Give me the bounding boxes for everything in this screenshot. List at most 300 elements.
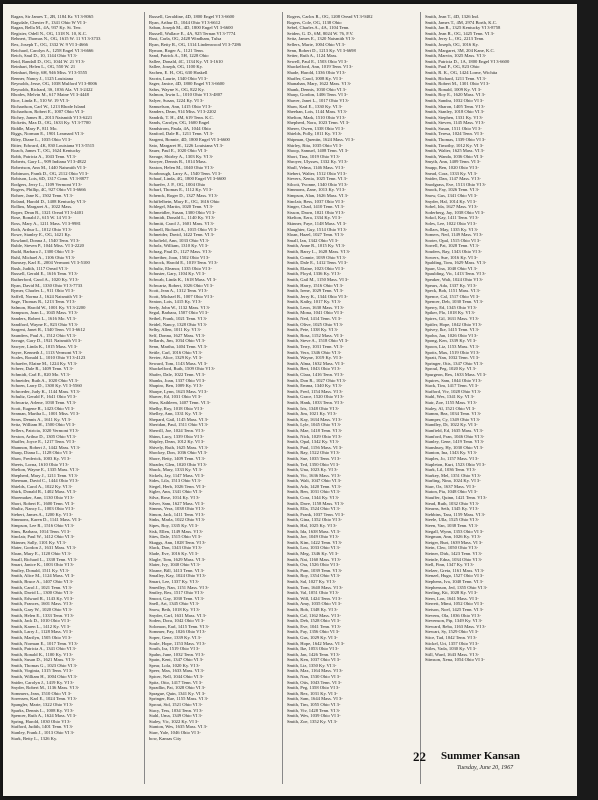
directory-entry: Seely, John W., 1132 Mass. VI 3-	[149, 304, 211, 310]
directory-entry: Staton, Pia, 1048 Ohio VI 3-	[425, 489, 478, 495]
directory-entry: Smith, Ora, 1526 Ohio VI 3-	[287, 562, 340, 568]
directory-entry: Smith, Rex, 1031 Ky. VI 3-	[287, 690, 338, 696]
directory-entry: Sisk, Ellen, 1149 Mass. VI 3-	[149, 528, 204, 534]
directory-entry: Rollins, Margaret A., 1022 Mass.	[11, 204, 73, 210]
directory-entry: Smith, Iris, 1348 Ohio VI 3-	[287, 405, 340, 411]
directory-entry: Ritter, Edward, 4K, 830 Louisiana VI 3-5515	[11, 142, 95, 148]
directory-entry: Scheer, Dale R., 1409 Tenn. VI 3-	[11, 366, 74, 372]
publication-title: Summer Kansan	[441, 750, 520, 762]
directory-entry: Ragan, Sir James T., 2B, 1184 Kr. VI 3-8065	[11, 14, 94, 19]
directory-entry: Sayre, Kenneth J., 1113 Vermont VI 3-	[11, 349, 83, 355]
directory-entry: Staley, Al, 1521 Ohio VI 3-	[425, 405, 476, 411]
directory-entry: Smith, Harry, 1516 Ohio VI 3-	[287, 282, 344, 288]
directory-entry: Shields, Carol A., 1022 Ky. VI 3-	[11, 483, 73, 489]
directory-entry: Sawyer, Linda K., 1015 Mass. VI 3-	[11, 344, 78, 350]
directory-entry: Smith, Ben, 1031 Ohio VI 3-	[287, 489, 341, 495]
directory-entry: Shipman, Quentin, 1624 Mass. VI 3-	[287, 137, 355, 143]
directory-entry: Smith, Ray, 1522 Ohio VI 3-	[287, 450, 341, 456]
directory-entry: Schuster, Gary, 1104 Ky. VI 3-	[149, 271, 206, 277]
directory-entry: Shelby, Roy, 1018 Ohio VI 3-	[149, 405, 204, 411]
directory-entry: Smith, Bert, 1043 Ohio VI 3-	[287, 366, 341, 372]
directory-entry: Stair, Zoe, 1155 Mass. VI 3-	[425, 399, 478, 405]
directory-entry: Ryan, Arthur D., 1044 Ohio VI 3-6612	[149, 19, 221, 25]
directory-entry: Renner, Nancy J., 1125 Louisiana	[11, 75, 74, 81]
directory-entry: Smith, Gail M., 1150 Mass. VI 3-	[287, 276, 349, 282]
directory-entry: Stansbury, Hy, 1030 Ohio VI 3-	[425, 444, 484, 450]
directory-entry: Salmon, Irwin L., 1010 Ohio VI 3-4807	[149, 92, 223, 98]
directory-entry: Smith, Anne R., 1015 Ky. VI 3-	[287, 243, 346, 249]
directory-entry: Smith, Lyle, 1045 Ohio VI 3-	[287, 422, 342, 428]
directory-entry: Sauer, Paul E., 1020 Ohio VI 3-	[149, 148, 208, 154]
directory-entry: Smith, Ronald K., 1100 Ky. VI 3-	[11, 651, 73, 657]
directory-entry: Speer, Max, 1633 Mass. VI 3-	[149, 668, 205, 674]
directory-entry: Seitz, James E., 1320 Naismith VI 3-	[287, 36, 356, 42]
directory-entry: Savage, Shirley A., 1303 Ky. VI 3-	[149, 153, 214, 159]
directory-entry: Sinclair, Paul W., 1412 Ohio VI 3-	[11, 534, 75, 540]
directory-entry: Spangler, Marie, 1322 Ohio VI 3-	[11, 702, 74, 708]
directory-entry: Seaman, Martha L., 1001 Miss. VI 3-	[11, 411, 80, 417]
directory-entry: Smith, Walter, 1625 Mass. VI 3-	[425, 148, 485, 154]
directory-entry: Rogers, Carlos R., OG, 1208 Oread VI 3-9402	[287, 14, 373, 19]
directory-entry: Smith, Viv, 1428 Tenn. VI 3-	[287, 707, 341, 713]
directory-entry: Russell, Gerald E., 1616 Tenn. VI 3-	[11, 271, 79, 277]
directory-entry: Ragan, Bella M., 4A, 937 Ky. St. Terr.	[11, 25, 82, 31]
directory-entry: Smith, Kay, 1634 Mass. VI 3-	[287, 416, 342, 422]
directory-entry: Smith, Bob, 1348 Ky. VI 3-	[287, 606, 338, 612]
directory-entry: Smith, Cal, 1162 Mass. VI 3-	[287, 612, 341, 618]
directory-entry: Sorrell, Pat, 1028 Tenn. VI 3-	[425, 243, 480, 249]
directory-entry: Self, Donna, 1627 Mass. VI 3-	[149, 332, 206, 338]
directory-entry: Snodgrass, Eve, 1513 Ohio VI 3-	[425, 181, 487, 187]
directory-entry: Sharp, Gordon, 1406 Tenn. VI 3-	[287, 92, 348, 98]
directory-entry: Spencer, Ruth A., 1624 Mass. VI 3-	[11, 713, 77, 719]
directory-entry: Smith, Thomas, 1339 Ohio VI 3-	[425, 137, 486, 143]
directory-entry: Scott, Eugene R., 1423 Ohio VI 3-	[11, 405, 75, 411]
directory-entry: Shank, Dennis, 1030 Ohio VI 3-	[287, 86, 347, 92]
directory-entry: Smith, Kim, 1422 Tenn. VI 3-	[287, 539, 343, 545]
directory-entry: Schoen, Larry D., 1300 Ky. VI 3-5560	[11, 383, 82, 389]
directory-entry: Sevier, Alice, 1329 Ky. VI 3-	[149, 355, 203, 361]
directory-entry: Snell, Art, 1345 Ohio VI 3-	[149, 601, 200, 607]
directory-entry: Stelzer, Greta, 1161 Mass. VI 3-	[425, 567, 485, 573]
directory-entry: Sahrs, Wayne S., OG, 822 Ky.	[149, 86, 205, 92]
directory-entry: Ryan, David M., 1330 Ohio VI 3-7733	[11, 282, 83, 288]
directory-entry: Settle, Carl, 1016 Ohio VI 3-	[149, 349, 203, 355]
directory-entry: Smedley, Nan, 1151 Mass. VI 3-	[149, 584, 209, 590]
directory-entry: Steiger, Burt, 1639 Mass. VI 3-	[425, 539, 483, 545]
directory-entry: Sickels, Jay, 1147 Mass. VI 3-	[149, 472, 205, 478]
directory-entry: Steward, Reba, 1163 Mass. VI 3-	[425, 623, 486, 629]
directory-entry: Shultz, Nancy L., 1003 Ohio VI 3-	[11, 506, 75, 512]
directory-entry: Smith, Meg, 1346 Ky. VI 3-	[287, 551, 339, 556]
directory-entry: Rodgers, Jerry L., 1109 Vermont VI 3-	[11, 181, 82, 187]
directory-entry: Smith, Max, 1164 Mass. VI 3-	[287, 668, 343, 674]
directory-entry: Seidel, Nancy, 1328 Ohio VI 3-	[149, 321, 208, 327]
directory-entry: Schultz, Eleanor, 1335 Ohio VI 3-	[149, 265, 212, 271]
directory-entry: Smith, Dave, 1158 Mass. VI 3-	[287, 500, 345, 506]
directory-entry: Smith, Liz, 1350 Ky. VI 3-	[287, 662, 337, 668]
directory-entry: Sites, Dale, 1515 Ohio VI 3-	[149, 534, 202, 540]
directory-entry: Still, Ward, 1643 Mass. VI 3-	[425, 651, 480, 657]
directory-entry: Schofield, Ann, 1033 Ohio VI 3-	[149, 237, 210, 243]
directory-entry: Stamm, Bea, 1034 Tenn. VI 3-	[425, 411, 482, 417]
directory-entry: Saunders, Paul A., 1512 Ohio VI 3-	[11, 332, 77, 338]
directory-entry: Schmidt, Carl E., 820 Mo. VI 3-	[11, 372, 71, 377]
directory-entry: Smith, Tim, 1055 Ohio VI 3-	[287, 702, 341, 708]
directory-entry: Spence, Cal, 1517 Ohio VI 3-	[425, 293, 480, 299]
directory-entry: Smith, Virginia, 1315 Tenn. VI 3-	[11, 668, 73, 674]
directory-entry: Sand, Patrick A., 5H, 1228 Ohio	[149, 53, 209, 59]
directory-entry: Reynolds, Richard, 3S, 1036 Ala. VI 3-2422	[11, 86, 93, 92]
directory-entry: Smith, Roy E., 1620 Mass. VI 3-	[425, 92, 486, 98]
directory-entry: Smith, Teresa, 1024 Tenn. VI 3-	[425, 131, 484, 137]
directory-entry: Stickel, Uri, 1357 Ohio VI 3-	[425, 640, 479, 646]
directory-entry: Sandford, Wayne E., 823 Ohio VI 3-	[11, 321, 79, 327]
directory-entry: Roth, Arthur L., 1012 Ohio VI 3-	[11, 226, 73, 232]
directory-entry: Smith, Sal, 1027 Ky. VI 3-	[287, 578, 337, 584]
directory-entry: Soper, Gene, 1339 Ky. VI 3-	[149, 634, 202, 640]
directory-entry: Smith, Alma, 1632 Mass. VI 3-	[287, 360, 345, 366]
directory-entry: Starling, Nina, 1024 Ky. VI 3-	[425, 478, 481, 484]
directory-entry: Spohn, Jan, 1026 Ohio VI 3-	[425, 332, 478, 338]
directory-entry: Snow, Gus, 1341 Ohio VI 3-	[425, 193, 478, 198]
directory-entry: Spitz, Otto, 1417 Tenn. VI 3-	[149, 679, 203, 685]
directory-entry: Stahl, Wes, 1341 Ky. VI 3-	[425, 394, 475, 400]
directory-entry: Stein, Cleo, 1050 Ohio VI 3-	[425, 545, 479, 551]
directory-entry: Skinner, Sally, 1101 Ky. VI 3-	[11, 539, 67, 545]
directory-entry: Rogers, Cole, OG, 1138 Ohio	[287, 19, 342, 25]
directory-entry: Shelton, Mark, 1510 Ohio VI 3-	[287, 114, 346, 120]
directory-entry: Smith, Ned, 1414 Tenn. VI 3-	[287, 316, 342, 322]
directory-entry: Slater, Gordon J., 1631 Mass. VI 3-	[11, 545, 77, 551]
directory-entry: Smith, Terry, 1031 Tenn. VI 3-	[287, 344, 344, 350]
directory-entry: Sherer, Owen, 1338 Ohio VI 3-	[287, 125, 345, 131]
directory-entry: Salmon, Harold W., 1001 Ky. VI 3-2200	[11, 304, 86, 310]
directory-entry: Smith, Steve A., 1518 Ohio VI 3-	[287, 338, 349, 344]
directory-entry: Smith, Susan, 1511 Ohio VI 3-	[425, 125, 482, 131]
directory-entry: Stephens, Iva, 1040 Tenn. VI 3-	[425, 578, 484, 584]
directory-entry: Schaefer, J. P., OG, 1004 Ohio	[149, 181, 206, 187]
directory-entry: Sexton, Arthur D., 1305 Ohio VI 3-	[11, 433, 77, 439]
directory-entry: Seiden, G. D., 6M, 8024 W. 76, F.V.	[287, 30, 354, 36]
directory-entry: Schmidt, Donald L., 1140 Ky. VI 3-	[149, 215, 216, 221]
column-rule	[420, 12, 421, 784]
directory-entry: Snider, Dan, 1147 Mass. VI 3-	[425, 176, 481, 182]
directory-entry: Reinhart, Betty, 6H, 946 Miss. VI 3-5555	[11, 69, 88, 75]
directory-entry: Snider, Carolyn J., 1419 Ky. VI 3-	[11, 679, 74, 685]
directory-entry: Spaulding, Vic, 1413 Tenn. VI 3-	[425, 271, 486, 277]
directory-entry: Sebel, Charles A., 4A, 1104 Tenn.	[287, 25, 350, 31]
directory-entry: Spiker, Flo, 1018 Ky. VI 3-	[425, 310, 476, 316]
directory-entry: Smiley, Rex, 1517 Ohio VI 3-	[149, 590, 205, 596]
directory-entry: Rush, Judith, 1117 Oread VI 3-	[11, 265, 69, 271]
directory-entry: Stearns, Seth, 1345 Ky. VI 3-	[425, 506, 479, 512]
directory-entry: Roberts, Gary L., 909 Indiana VI 3-4822	[11, 159, 87, 165]
directory-entry: Senn, Martha, 1404 Tenn. VI 3-	[149, 344, 208, 350]
directory-entry: Smith, Peg, 1358 Ohio VI 3-	[287, 685, 340, 691]
directory-entry: Smart, Lee, 1337 Ky. VI 3-	[149, 578, 200, 584]
directory-entry: Smith, Opal, 1342 Ky. VI 3-	[287, 439, 340, 445]
directory-entry: Stead, Ruth, 1032 Ohio VI 3-	[425, 500, 480, 506]
directory-entry: Sargent, Bonnie, 4D, 1800 Engel VI 3-6600	[149, 137, 230, 143]
directory-entry: Sisson, Dawn, 1021 Ohio VI 3-	[287, 209, 345, 215]
directory-entry: Smith, Sue, 1035 Tenn. VI 3-	[287, 455, 341, 461]
directory-entry: Smith, Tom, 1640 Mass. VI 3-	[287, 584, 343, 590]
directory-entry: Smith, Patricia A., 1341 Ohio VI 3-	[11, 646, 77, 652]
directory-entry: Sprague, Quin, 1341 Ky. VI 3-	[149, 690, 206, 696]
directory-entry: Sandstrom, Paula, 4A, 1044 Ohio	[149, 125, 211, 131]
directory-entry: Schrock, Harold E., 1019 Tenn. VI 3-	[149, 260, 218, 266]
directory-entry: Smith, Ike, 1053 Ohio VI 3-	[287, 646, 339, 652]
directory-entry: Schultz, Gerald F., 1641 Ohio VI 3-	[11, 394, 77, 400]
directory-entry: Smith, Kathy, 1017 Ky. VI 3-	[287, 299, 342, 305]
directory-entry: Rice, Linda E., 510 W. 19 VI 3-	[11, 97, 70, 103]
directory-entry: Ricketts, Max D., OG, 1633 Ky. VI 3-7700	[11, 120, 91, 126]
directory-entry: Smith, Emma, 1340 Ky. VI 3-	[287, 383, 343, 389]
directory-entry: Scott, Michael R., 1007 Ohio VI 3-	[149, 293, 214, 299]
directory-entry: Smith, Zoe, 1352 Ky. VI 3-	[287, 718, 338, 724]
directory-entry: Schmeidler, Susan, 1300 Ohio VI 3-	[149, 209, 216, 215]
directory-entry: Sacrin, Laurie, 1340 Ohio VI 3-	[149, 75, 208, 81]
directory-entry: Sommer, Fay, 1026 Ohio VI 3-	[149, 629, 206, 635]
directory-entry: Ruhl, Michael A., 1106 Ohio VI 3-	[11, 254, 76, 260]
directory-entry: Sager, Janice, 4D, 1800 Engel VI 3-6600	[149, 81, 225, 87]
directory-entry: Rhodes, Melvin M., 617 Maine VI 3-4448	[11, 92, 89, 98]
directory-entry: Smith, Grace, 1520 Ohio VI 3-	[287, 394, 344, 400]
directory-column-1	[11, 14, 141, 784]
directory-entry: Saffell, Norma J., 1624 Naismith VI 3-	[11, 293, 83, 299]
directory-entry: Schenck, Roger D., 1327 Mass. VI 3-	[149, 193, 219, 198]
directory-entry: Spoon, Liz, 1153 Mass. VI 3-	[425, 344, 480, 350]
directory-entry: Shepard, Gail, 1145 Mass. VI 3-	[149, 416, 209, 422]
directory-entry: Stenzel, Hugo, 1527 Ohio VI 3-	[425, 573, 484, 579]
directory-entry: Rutherford, Carol A., 1020 Ky. VI 3-	[11, 276, 80, 282]
directory-entry: Stahl, Uma, 1349 Ohio VI 3-	[149, 713, 203, 719]
directory-entry: Smith, Una, 1023 Ky. VI 3-	[287, 467, 338, 473]
directory-entry: Sollars, May, 1335 Ky. VI 3-	[425, 226, 479, 232]
directory-entry: Stark, Betty L., 1326 Ky.	[11, 735, 58, 741]
directory-entry: Reid, Randall D., OG, 1044 W. 21 VI 3-	[11, 58, 86, 64]
page-footer	[413, 749, 573, 789]
directory-entry: Stiles, Vada, 1030 Ky. VI 3-	[425, 646, 477, 652]
directory-entry: Sage, Thomas R., 1213 Tenn. VI 3-	[11, 299, 77, 305]
directory-entry: Slaughter, Guy, 1514 Ohio VI 3-	[287, 226, 348, 232]
directory-entry: Schneider, David, 1422 Tenn. VI 3-	[149, 232, 215, 238]
directory-entry: Russell, Geraldine, 4D, 1800 Engel VI 3-6600	[149, 14, 235, 19]
column-rule	[144, 12, 145, 784]
directory-entry: Smith, Pam, 1039 Tenn. VI 3-	[287, 567, 343, 573]
directory-entry: Scholz, William, 1310 Ky. VI 3-	[149, 243, 209, 249]
directory-entry: Smith, Pete, 1338 Ky. VI 3-	[287, 327, 339, 333]
directory-entry: Sherman, David C., 1444 Ohio VI 3-	[11, 478, 79, 484]
directory-entry: Sewell, Paul E., 1503 Ohio VI 3-	[287, 58, 348, 64]
directory-entry: Sims, Barbara, 1014 Tenn. VI 3-	[11, 528, 71, 534]
directory-entry: Senn, Robert D., 1213 Ky. VI 3-6698	[287, 47, 356, 53]
directory-entry: Sands, Carolyn, OG, 1600 Engel	[149, 120, 210, 126]
directory-entry: Smith, Edward R., 1143 Ky. VI 3-	[11, 595, 74, 601]
directory-entry: Shively, Ruth, 1625 Mass. VI 3-	[149, 444, 209, 450]
directory-entry: Shackelford, Ruth, 1509 Ohio VI 3-	[149, 366, 216, 372]
directory-entry: Slack, Don, 1343 Ohio VI 3-	[149, 545, 203, 551]
directory-entry: Shirley, Rita, 1035 Ohio VI 3-	[287, 142, 343, 148]
directory-entry: Reinhart, Helen L., OG, 550 W. 21	[11, 64, 76, 70]
directory-entry: Shields, Polly, 1011 Ky. VI 3-	[287, 131, 343, 137]
directory-entry: Selby, Allen, 1011 Ky. VI 3-	[149, 327, 202, 333]
directory-entry: Smith, Fay, 1356 Ohio VI 3-	[287, 629, 340, 635]
directory-entry: Sinclair, Bess, 1037 Ohio VI 3-	[287, 198, 345, 204]
directory-entry: Springer, Otis, 1347 Ohio VI 3-	[425, 360, 484, 366]
directory-entry: Sallee, Donald, 4C, 1134 Ky. VI 3-1610	[149, 58, 223, 64]
directory-entry: Rogers, Phillip, 4C, 927 Ohio VI 3-6666	[11, 187, 86, 193]
directory-entry: Sanders, Dean, 914 Miss. VI 3-2202	[149, 109, 217, 115]
directory-entry: Spahn, June, 1032 Tenn. VI 3-	[149, 651, 205, 657]
directory-entry: Stevens, Ola, 1036 Ohio VI 3-	[425, 612, 481, 618]
directory-entry: Schaefer, Elaine M., 1224 Ky. VI 3-	[11, 360, 78, 366]
directory-entry: Simmons, Karen D., 1141 Mass. VI 3-	[11, 517, 82, 523]
directory-entry: Seward, Tom, 1143 Mass. VI 3-	[149, 360, 208, 366]
directory-entry: Setter, Ruth A., 1124 Mass.	[287, 53, 338, 59]
directory-entry: Schrag, Paul D., 1127 Mass. VI 3-	[149, 248, 213, 254]
directory-entry: Short, Tina, 1019 Ohio VI 3-	[287, 153, 341, 159]
directory-entry: Souders, Ray, 1343 Ohio VI 3-	[425, 248, 482, 254]
directory-entry: Shanks, Joan, 1337 Ohio VI 3-	[149, 377, 206, 383]
directory-entry: Steen, Van, 1038 Tenn. VI 3-	[425, 523, 479, 529]
directory-entry: Smith, Paul, 1156 Mass. VI 3-	[287, 444, 343, 450]
directory-entry: Standley, Di, 1022 Ky. VI 3-	[425, 422, 478, 428]
directory-entry: Samuelson, Ann, 1415 Ohio VI 3-	[149, 103, 212, 109]
directory-entry: Staley, Vic, 1022 Ky. VI 3-	[149, 718, 199, 724]
directory-entry: Smith, Vic, 1636 Mass. VI 3-	[287, 472, 341, 478]
directory-entry: Smith, Alice M., 1124 Mass. VI 3-	[11, 573, 75, 579]
directory-entry: Sachen, E. H., OG, 630 Haskell	[149, 69, 208, 75]
directory-entry: Squires, Sam, 1044 Ohio VI 3-	[425, 377, 482, 383]
directory-entry: Stanley, Gene, 1419 Tenn. VI 3-	[425, 439, 485, 445]
directory-entry: Shaw, Karl E., 1330 Ky. VI 3-	[287, 103, 343, 109]
directory-entry: Roland, Harold D., 1408 Kentucky VI 3-	[11, 198, 87, 204]
directory-entry: Smoot, Gay, 1030 Tenn. VI 3-	[149, 595, 205, 601]
directory-entry: Smith, Floyd, 1336 Ky. VI 3-	[287, 271, 341, 277]
directory-entry: Smith, Frances, 1601 Mass. VI 3-	[11, 601, 73, 607]
directory-entry: Soles, Lee, 1022 Ohio VI 3-	[425, 220, 477, 226]
directory-entry: Stewart, Sy, 1529 Ohio VI 3-	[425, 629, 479, 635]
directory-entry: Stafford, Judith, 1401 Tenn. VI 3-	[11, 724, 74, 730]
directory-entry: Smith, Jerry K., 1344 Ohio VI 3-	[287, 293, 348, 299]
directory-entry: Smith, Elaine, 1023 Ohio VI 3-	[287, 265, 345, 271]
directory-entry: Stetson, Noel, 1425 Tenn. VI 3-	[425, 606, 484, 612]
directory-entry: Smith, James T., 4M, 2974 Borth, K.C.	[425, 19, 497, 25]
directory-entry: Stauffer, Quinn, 1421 Tenn. VI 3-	[425, 495, 488, 501]
directory-entry: Smith, Helen E., 1333 Tenn. VI 3-	[11, 612, 75, 618]
directory-entry: Shaver, Ed, 1031 Ohio VI 3-	[149, 394, 202, 400]
directory-entry: Sallee, Joseph, OG, 1100 Ky.	[149, 64, 203, 70]
directory-column-3	[287, 14, 417, 784]
directory-entry: Spotts, Max, 1519 Ohio VI 3-	[425, 349, 480, 355]
directory-entry: Roach, James T., OG, 1624 Kentucky	[11, 148, 81, 154]
directory-entry: Smith, William H., 1004 Ohio VI 3-	[11, 674, 78, 680]
directory-entry: Spears, Ada, 1337 Ky. VI 3-	[425, 282, 477, 288]
directory-entry: Smith, Ida, 1638 Mass. VI 3-	[287, 528, 341, 534]
directory-entry: Schaaf, Linda, 4G, 1800 Engel VI 3-6600	[149, 176, 226, 182]
directory-entry: Smith, Deb, 1528 Ohio VI 3-	[287, 618, 341, 624]
directory-entry: Smith, Nat, 1160 Mass. VI 3-	[287, 556, 342, 562]
directory-entry: Spires, Gil, 1631 Mass. VI 3-	[425, 316, 480, 322]
directory-entry: Smith, Jerry L., OG, 2213 Tenn.	[425, 36, 485, 42]
directory-entry: Sprout, Sid, 1521 Ohio VI 3-	[149, 702, 203, 708]
directory-entry: Simon, Jack, 1411 Tenn. VI 3-	[149, 511, 205, 517]
directory-entry: Smith, Wayne, 1019 Ky. VI 3-	[287, 355, 343, 361]
directory-entry: Sandrik, T. H., 4M, 619 Tenn. K.C.	[149, 114, 214, 120]
directory-entry: Stephenson, Jed, 1355 Ohio VI 3-	[425, 584, 488, 590]
directory-entry: Shipley, Dean, 1012 Ky. VI 3-	[149, 439, 205, 445]
directory-entry: Smith, Dale E., 1412 Tenn. VI 3-	[287, 260, 348, 266]
directory-entry: Smith, Hank, 1033 Tenn. VI 3-	[287, 399, 344, 405]
directory-entry: Shepherd, Mary J., 1211 Tenn. VI 3-	[11, 472, 79, 478]
directory-entry: Sheehan, Lois, 1144 Mass. VI 3-	[287, 109, 348, 115]
directory-entry: Rumsey, Karl E., 2004 Vermont VI 3-5100	[11, 260, 90, 266]
directory-entry: Sterling, Kit, 1028 Ky. VI 3-	[425, 590, 478, 596]
directory-entry: Stamper, Cy, 1349 Ohio VI 3-	[425, 416, 481, 422]
directory-entry: Rohrer, Jane K., 1502 Tenn. VI 3-	[11, 193, 74, 198]
directory-entry: Smith, Will, 1424 Tenn. VI 3-	[287, 595, 342, 601]
directory-entry: Snyder, Hal, 1014 Ky. VI 3-	[425, 198, 477, 204]
directory-entry: Smith, Ronald, 1009 Ky. VI 3-	[425, 86, 482, 92]
directory-entry: Spencer, Deb, 1030 Tenn. VI 3-	[425, 299, 484, 305]
directory-entry: Schmitt, Carol J., 1601 Mass. VI 3-	[149, 220, 215, 226]
directory-entry: Ruble, Steven P., 1044 Miss. VI 3-2220	[11, 243, 84, 249]
directory-entry: Simpson, Lee R., 1516 Ohio VI 3-	[11, 523, 75, 529]
directory-entry: Salyer, Susan, 1224 Ky. VI 3-	[149, 97, 204, 103]
directory-entry: Stacy, Tess, 1034 Tenn. VI 3-	[149, 707, 203, 713]
directory-entry: Sowers, Sue, 1016 Ky. VI 3-	[425, 254, 478, 260]
directory-entry: Shaffer, Joyce E., 1217 Tenn. VI 3-	[11, 439, 76, 445]
directory-entry: Sargent, Janet R., 1340 Tenn. VI 3-6612	[11, 327, 85, 333]
directory-entry: Smart, Janice K., 1003 Ohio VI 3-	[11, 562, 75, 568]
directory-entry: Shapiro, Ben, 1009 Ky. VI 3-	[149, 383, 203, 389]
directory-entry: Smith, Jan, 1426 Tenn. VI 3-	[287, 651, 341, 657]
directory-entry: Shea, Kathleen, 1407 Tenn. VI 3-	[149, 399, 211, 405]
directory-entry: Stebbins, Tara, 1159 Mass. VI 3-	[425, 511, 486, 517]
directory-entry: Saban, Joseph M., 4D, 1800 Engel VI 3-6600	[149, 25, 233, 31]
directory-entry: Steinle, Edna, 1034 Ohio VI 3-	[425, 556, 483, 562]
directory-entry: Sellers, Marie, 1004 Ohio VI 3-	[287, 41, 346, 47]
directory-entry: Smith, Norman E., 1017 Tenn. VI 3-	[11, 640, 79, 646]
directory-entry: Smith, Vera, 1346 Ohio VI 3-	[287, 349, 342, 355]
directory-entry: Skaggs, Ann, 1028 Tenn. VI 3-	[149, 539, 206, 545]
directory-entry: Spurgeon, Rex, 1633 Mass. VI 3-	[425, 372, 487, 377]
directory-entry: Skinner, Faye, 1148 Mass. VI 3-	[287, 220, 347, 226]
directory-entry: Smith, Olive, 1025 Ohio VI 3-	[287, 321, 344, 327]
directory-entry: Skelton, Ezra, 1334 Ky. VI 3-	[287, 215, 342, 221]
publication-date: Tuesday, June 20, 1967	[457, 765, 514, 771]
directory-entry: Smith, Larry J., 1128 Mass. VI 3-	[11, 629, 73, 635]
directory-entry: Smith, Stanley, 1018 Ohio VI 3-	[425, 109, 485, 115]
directory-entry: Stapleton, Kurt, 1523 Ohio VI 3-	[425, 461, 486, 467]
directory-entry: Robison, Lois, 6D, 1317 Conn. VI 3-8877	[11, 176, 89, 182]
directory-entry: Shafer, Dale, 1022 Tenn. VI 3-	[149, 372, 206, 377]
directory-entry: Sinks, Marla, 1022 Ohio VI 3-	[149, 517, 206, 523]
directory-entry: Speck, Bob, 1151 Mass. VI 3-	[425, 288, 481, 294]
directory-entry: Stanford, Fran, 1046 Ohio VI 3-	[425, 433, 485, 439]
directory-entry: Smith, Nan, 1530 Ohio VI 3-	[287, 674, 341, 680]
directory-entry: Smith, Karen L., 1412 Ky. VI 3-	[11, 623, 71, 629]
directory-entry: Siebert, James A., 1200 Ky. VI 3-	[11, 511, 73, 517]
directory-entry: Spong, Ken, 1339 Ky. VI 3-	[425, 338, 477, 344]
directory-entry: Sommers, Jean, 1510 Ohio VI 3-	[11, 690, 72, 696]
directory-entry: Smalley, Kay, 1024 Ohio VI 3-	[149, 573, 207, 579]
directory-entry: Sorensen, Karl E., 1024 Tenn. VI 3-	[11, 696, 78, 702]
directory-entry: South, Ira, 1519 Ohio VI 3-	[149, 646, 200, 652]
directory-entry: Sharp, Diana L., 1128 Ohio VI 3-	[11, 450, 73, 456]
